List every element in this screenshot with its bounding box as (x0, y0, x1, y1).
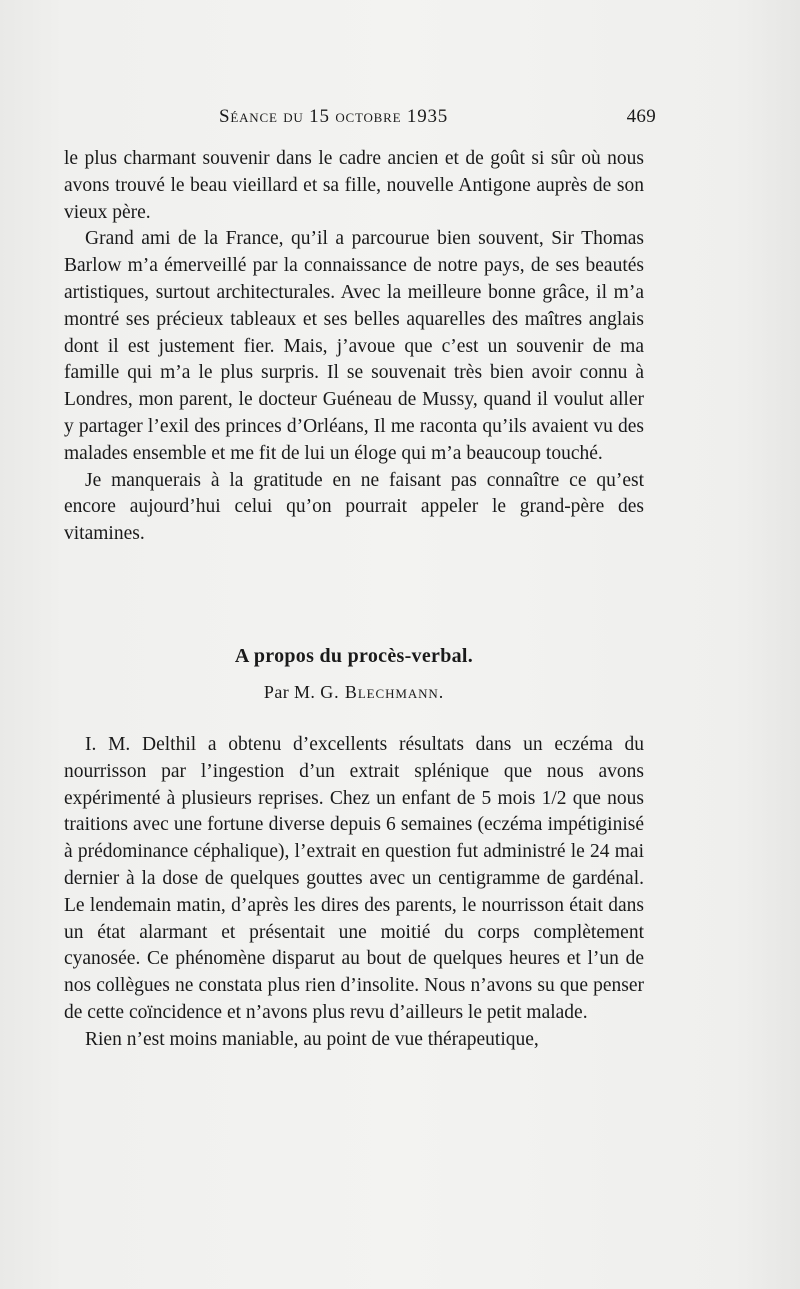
section-title: A propos du procès-verbal. (234, 645, 474, 667)
body-text-after (64, 732, 644, 1054)
paragraph: le plus charmant souvenir dans le cadre ancien et de goût si sûr où nous avons trouvé le beau vieillard et sa fille, nouvelle Antigone auprès de son vieux père. (64, 148, 644, 223)
byline (64, 682, 644, 703)
paragraph: Je manquerais à la gratitude en ne faisant pas connaître ce qu’est encore aujourd’hui celui qu’on pourrait appeler le grand-père des vitamines. (64, 469, 644, 545)
page-number: 469 (626, 106, 656, 127)
paragraph: I. M. Delthil a obtenu d’excellents résultats dans un eczéma du nourrisson par l’ingestion d’un extrait splénique que nous avons expérimenté à plusieurs reprises. Chez un enfant de 5 mois 1/2 que nous traitions avec une fortune diverse depuis 6 semaines (eczéma impétiginisé à prédominance céphalique), l’extrait en question fut administré le 24 mai dernier à la dose de quelques gouttes avec un centigramme de gardénal. Le lendemain matin, d’après les dires des parents, le nourrisson était dans un état alarmant et présentait une moitié du corps complètement cyanosée. Ce phénomène disparut au bout de quelques heures et l’un de nos collègues ne constata plus rien d’insolite. Nous n’avons su que penser de cette coïncidence et n’avons plus revu d’ailleurs le petit malade. (64, 734, 644, 1023)
byline-prefix: Par M. (263, 682, 316, 702)
paragraph: Rien n’est moins maniable, au point de vue thérapeutique, (85, 1028, 539, 1050)
body-text-before (64, 146, 644, 548)
paragraph: Grand ami de la France, qu’il a parcourue bien souvent, Sir Thomas Barlow m’a émerveillé par la connaissance de notre pays, de ses beautés artistiques, surtout architecturales. Avec la meilleure bonne grâce, il m’a montré ses précieux tableaux et ses belles aquarelles des maîtres anglais dont il est justement fier. Mais, j’avoue que c’est un souvenir de ma famille qui m’a le plus surpris. Il se souvenait très bien avoir connu à Londres, mon parent, le docteur Guéneau de Mussy, quand il voulut aller y partager l’exil des princes d’Orléans, Il me raconta qu’ils avaient vu des malades ensemble et me fit de lui un éloge qui m’a beaucoup touché. (64, 228, 644, 464)
running-title: Séance du 15 octobre 1935 (219, 106, 449, 127)
byline-author: G. Blechmann. (320, 682, 445, 702)
page-header (64, 106, 656, 136)
